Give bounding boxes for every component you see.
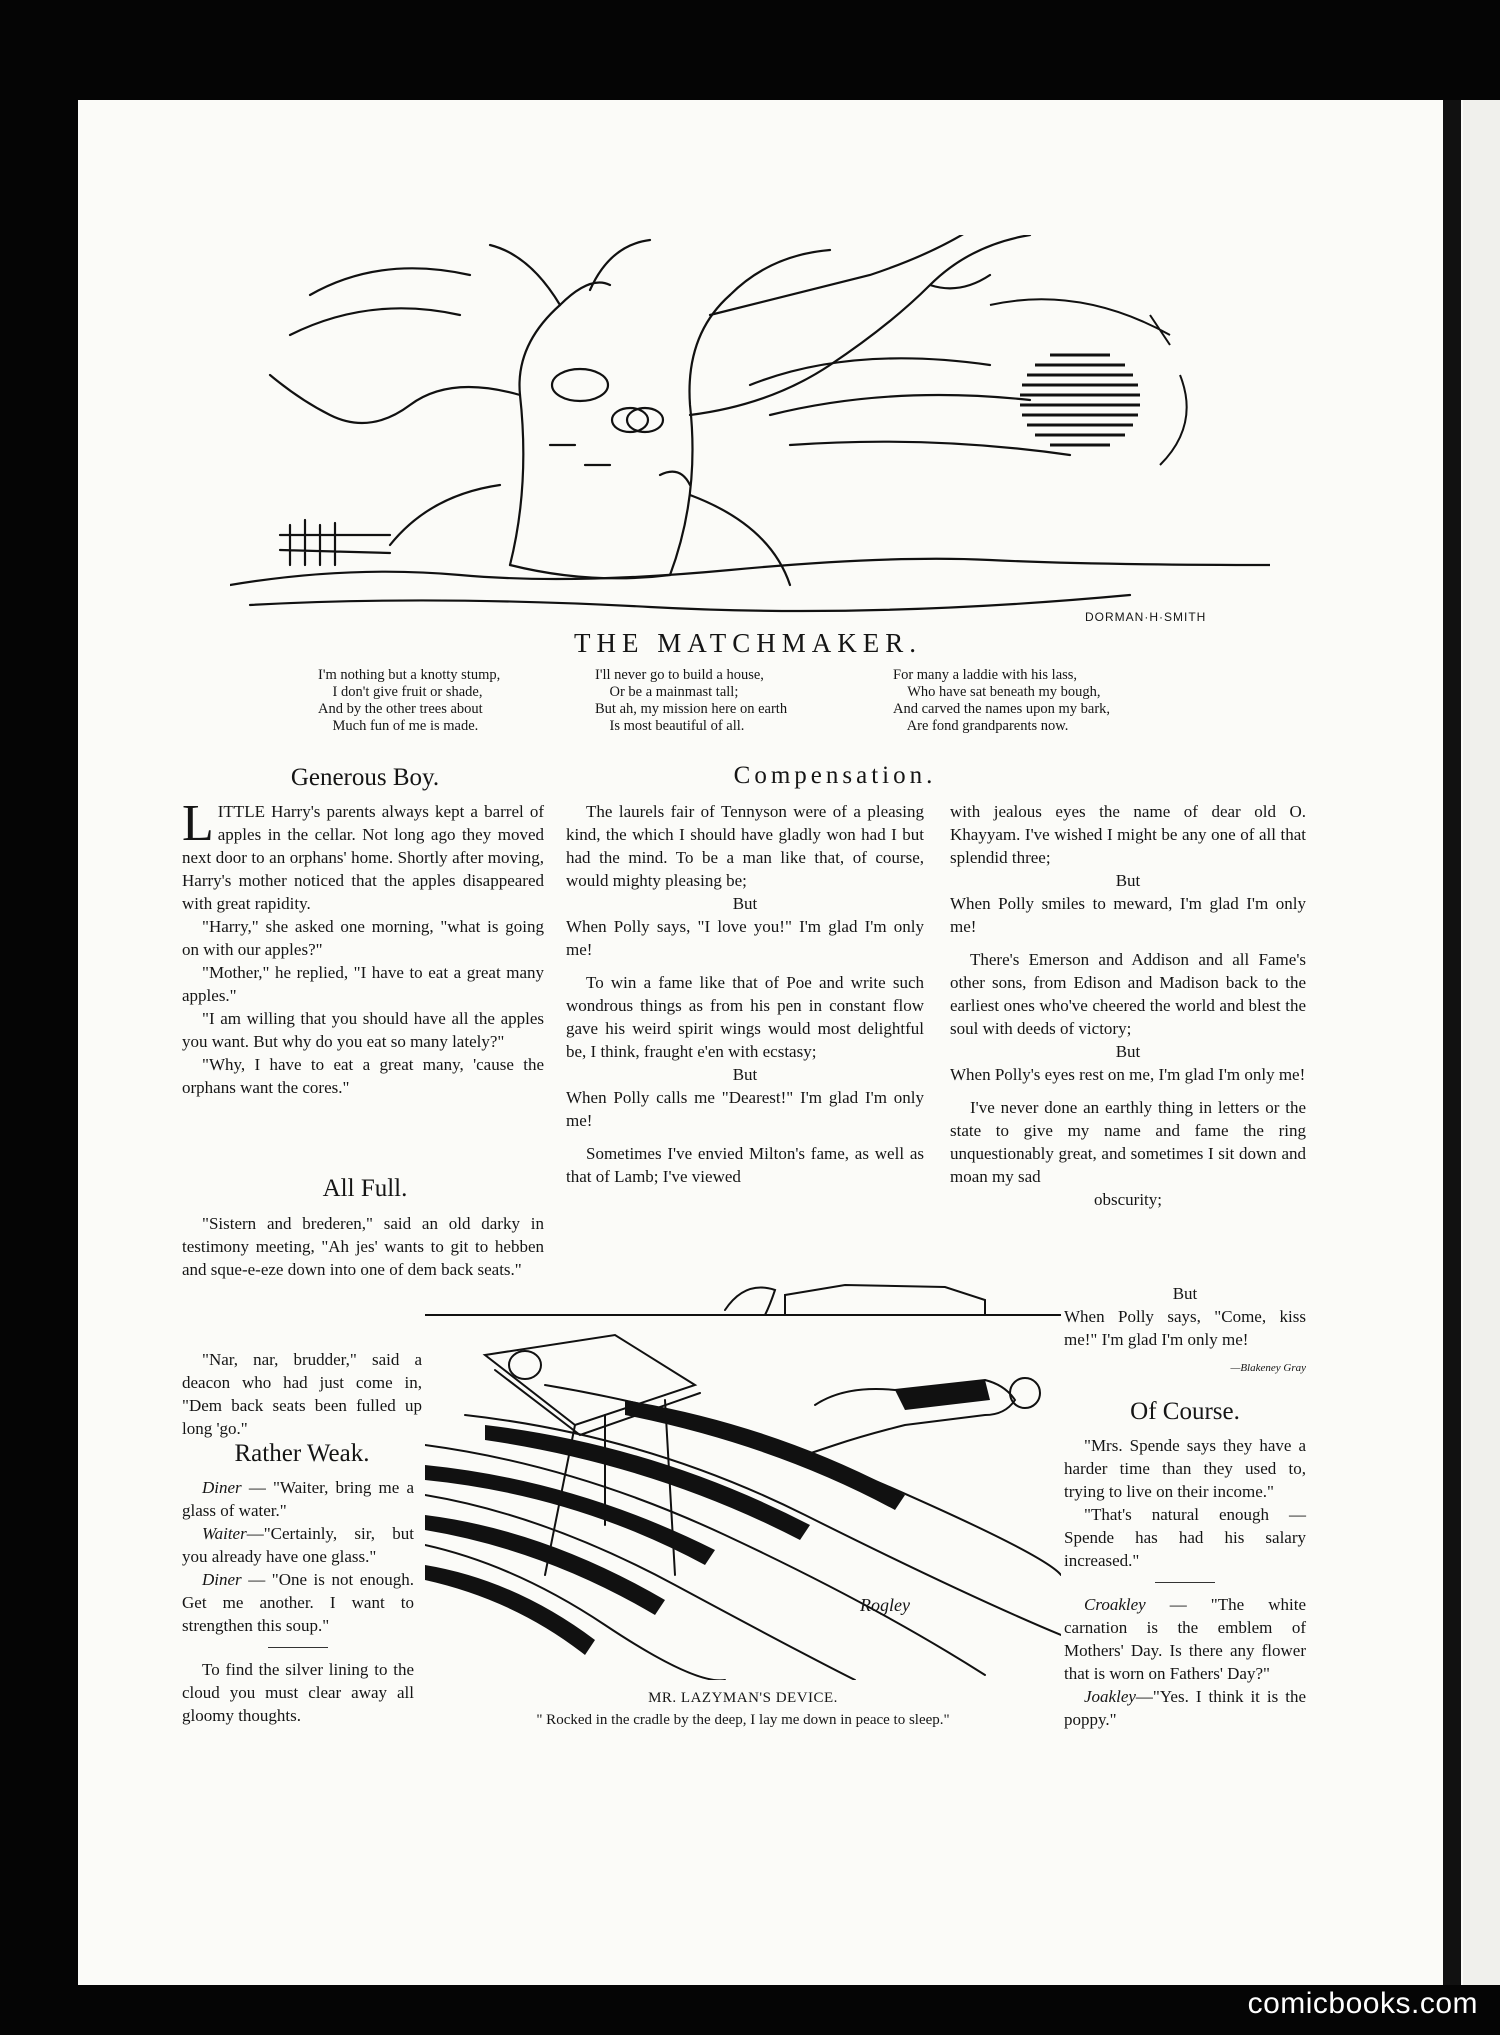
generous-boy-p3: "Mother," he replied, "I have to eat a great many apples." [182,963,544,1005]
speaker-croakley: Croakley [1084,1595,1146,1614]
all-full-p2: "Nar, nar, brudder," said a deacon who had just come in, "Dem back seats been fulled up long 'go." [182,1350,422,1438]
compensation-column-2 [566,800,924,1188]
cartoon-signature: Rogley [860,1595,910,1615]
drop-cap-letter: L [182,795,214,852]
compensation-verse-3-start: Sometimes I've envied Milton's fame, as well as that of Lamb; I've viewed [566,1144,924,1186]
rather-weak-story [182,1476,414,1727]
generous-boy-p1: ITTLE Harry's parents always kept a barrel of apples in the cellar. Not long ago they moved next door to an orphans' home. Shortly after moving, Harry's mother noticed that the apples disappeared with great rapidity. [182,802,544,913]
of-course-story [1064,1434,1306,1731]
compensation-column-3 [950,800,1306,1211]
compensation-verse-1: The laurels fair of Tennyson were of a pleasing kind, the which I should have gladly won had I but had the mind. To be a man like that, of course, would mighty pleasing be; [566,802,924,890]
but-1: But [732,894,758,913]
of-course-heading: Of Course. [1130,1398,1240,1425]
page-binding-shadow [1443,100,1461,1985]
all-full-p1-top [182,1212,544,1281]
generous-boy-p2: "Harry," she asked one morning, "what is going on with our apples?" [182,917,544,959]
section-divider [268,1647,328,1648]
compensation-final [1064,1282,1306,1380]
matchmaker-stanza-1: I'm nothing but a knotty stump, I don't give fruit or shade, And by the other trees about Much fun of me is made. [318,667,501,734]
matchmaker-stump-illustration [230,235,1270,620]
compensation-refrain-3: When Polly smiles to meward, I'm glad I'm only me! [950,894,1306,936]
of-course-p1: "Mrs. Spende says they have a harder time than they used to, trying to live on their income." [1064,1436,1306,1501]
compensation-heading: Compensation. [733,762,937,789]
compensation-refrain-2: When Polly calls me "Dearest!" I'm glad I'm only me! [566,1088,924,1130]
silver-lining-filler: To find the silver lining to the cloud you must clear away all gloomy thoughts. [182,1660,414,1725]
compensation-verse-2: To win a fame like that of Poe and write such wondrous things as from his pen in constant flow gave his weird spirit wings would most delightful be, I think, fraught e'en with ecstasy; [566,973,924,1061]
section-divider-2 [1155,1582,1215,1583]
croakley-line: — "The white carnation is the emblem of Mothers' Day. Is there any flower that is worn on Fathers' Day?" [1064,1595,1307,1683]
waiter-line: —"Certainly, sir, but you already have one glass." [182,1524,414,1566]
site-watermark: comicbooks.com [1247,1987,1478,2020]
speaker-joakley: Joakley [1084,1687,1136,1706]
generous-boy-story [182,795,544,1099]
cartoon-caption-title: MR. LAZYMAN'S DEVICE. [648,1690,838,1706]
generous-boy-p5: "Why, I have to eat a great many, 'cause the orphans want the cores." [182,1055,544,1097]
all-full-p2-block [182,1348,422,1440]
compensation-byline: —Blakeney Gray [1230,1362,1306,1374]
adjacent-page-edge [1463,100,1500,1985]
but-2: But [732,1065,758,1084]
obscurity-line: obscurity; [1094,1190,1162,1209]
generous-boy-p4: "I am willing that you should have all the apples you want. But why do you eat so many lately?" [182,1009,544,1051]
rather-weak-heading: Rather Weak. [234,1440,370,1467]
but-3: But [1115,871,1141,890]
compensation-refrain-5: When Polly says, "Come, kiss me!" I'm glad I'm only me! [1064,1307,1306,1349]
cartoon-caption-quote: " Rocked in the cradle by the deep, I lay me down in peace to sleep." [536,1712,950,1728]
matchmaker-title: THE MATCHMAKER. [573,628,922,658]
matchmaker-stanza-3: For many a laddie with his lass, Who have sat beneath my bough, And carved the names upon my bark, Are fond grandparents now. [893,667,1111,734]
all-full-p1: "Sistern and brederen," said an old darky in testimony meeting, "Ah jes' wants to git to hebben and sque-e-eze down into one of dem back seats." [182,1214,544,1279]
compensation-verse-3-end: with jealous eyes the name of dear old O. Khayyam. I've wished I might be any one of all that splendid three; [950,802,1306,867]
diner-line-2: — "One is not enough. Get me another. I want to strengthen this soup." [182,1570,415,1635]
but-5: But [1172,1284,1198,1303]
but-4: But [1115,1042,1141,1061]
compensation-verse-5: I've never done an earthly thing in letters or the state to give my name and fame the ring unquestionably great, and sometimes I sit down and moan my sad [950,1098,1306,1186]
diner-line-1: — "Waiter, bring me a glass of water." [182,1478,415,1520]
generous-boy-heading: Generous Boy. [290,764,440,791]
top-art-signature: DORMAN·H·SMITH [1085,610,1207,624]
matchmaker-stanza-2: I'll never go to build a house, Or be a mainmast tall; But ah, my mission here on earth Is most beautiful of all. [595,667,788,734]
all-full-heading: All Full. [322,1175,408,1202]
speaker-diner-2: Diner [202,1570,242,1589]
lazyman-cartoon-illustration [425,1275,1061,1680]
compensation-refrain-4: When Polly's eyes rest on me, I'm glad I'm only me! [950,1065,1306,1084]
speaker-waiter: Waiter [202,1524,247,1543]
speaker-diner: Diner [202,1478,242,1497]
compensation-verse-4: There's Emerson and Addison and all Fame's other sons, from Edison and Madison back to the earliest ones who've cheered the world and blest the soul with deeds of victory; [950,950,1306,1038]
joakley-line: —"Yes. I think it is the poppy." [1064,1687,1306,1729]
of-course-p2: "That's natural enough —Spende has had his salary increased." [1064,1505,1306,1570]
compensation-refrain-1: When Polly says, "I love you!" I'm glad I'm only me! [566,917,924,959]
